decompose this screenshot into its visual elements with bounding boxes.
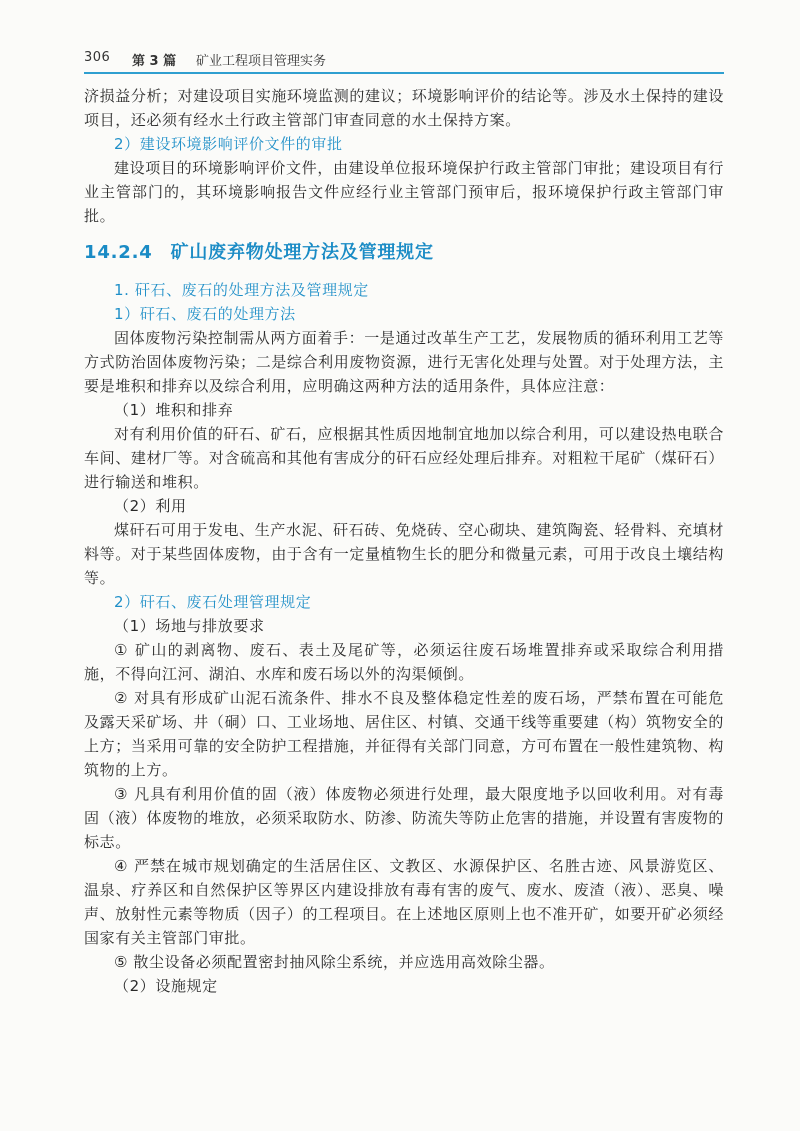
running-header xyxy=(84,46,724,70)
rule-4: ④ 严禁在城市规划确定的生活居住区、文教区、水源保护区、名胜古迹、风景游览区、温泉、疗养区和自然保护区等界区内建设排放有毒有害的废气、废水、废渣（液）、恶臭、噪声、放射性元素等物质（因子）的工程项目。在上述地区原则上也不准开矿，如要开矿必须经国家有关主管部门审批。 xyxy=(84,857,724,947)
section-title: 矿山废弃物处理方法及管理规定 xyxy=(170,242,434,263)
page-number: 306 xyxy=(84,50,111,65)
paragraph-continued: 济损益分析；对建设项目实施环境监测的建议；环境影响评价的结论等。涉及水土保持的建设项目，还必须有经水土行政主管部门审查同意的水土保持方案。 xyxy=(84,87,724,129)
rule-5: ⑤ 散尘设备必须配置密封抽风除尘系统，并应选用高效除尘器。 xyxy=(114,953,555,971)
item-facilities: （2）设施规定 xyxy=(114,977,218,995)
item-stacking: （1）堆积和排弃 xyxy=(114,401,234,419)
heading-level1: 1. 矸石、废石的处理方法及管理规定 xyxy=(114,281,369,299)
subheading-approval: 2）建设环境影响评价文件的审批 xyxy=(114,135,343,153)
paragraph-utilization: 煤矸石可用于发电、生产水泥、矸石砖、免烧砖、空心砌块、建筑陶瓷、轻骨料、充填材料等。对于某些固体废物，由于含有一定量植物生长的肥分和微量元素，可用于改良土壤结构等。 xyxy=(84,521,724,587)
rule-1: ① 矿山的剥离物、废石、表土及尾矿等，必须运往废石场堆置排弃或采取综合利用措施，不得向江河、湖泊、水库和废石场以外的沟渠倾倒。 xyxy=(84,641,724,683)
section-number: 14.2.4 xyxy=(84,242,153,263)
heading-methods: 1）矸石、废石的处理方法 xyxy=(114,305,296,323)
heading-regulations: 2）矸石、废石处理管理规定 xyxy=(114,593,312,611)
rule-2: ② 对具有形成矿山泥石流条件、排水不良及整体稳定性差的废石场，严禁布置在可能危及露天采矿场、井（硐）口、工业场地、居住区、村镇、交通干线等重要建（构）筑物安全的上方；当采用可靠的安全防护工程措施，并征得有关部门同意，方可布置在一般性建筑物、构筑物的上方。 xyxy=(84,689,724,779)
page-content xyxy=(84,84,724,998)
header-rule xyxy=(84,72,724,74)
item-site-requirements: （1）场地与排放要求 xyxy=(114,617,265,635)
paragraph-methods: 固体废物污染控制需从两方面着手：一是通过改革生产工艺，发展物质的循环利用工艺等方式防治固体废物污染；二是综合利用废物资源，进行无害化处理与处置。对于处理方法，主要是堆积和排弃以及综合利用，应明确这两种方法的适用条件，具体应注意： xyxy=(84,329,724,395)
section-heading xyxy=(84,240,724,266)
part-label: 第 3 篇 xyxy=(132,54,177,69)
item-utilization: （2）利用 xyxy=(114,497,187,515)
book-title: 矿业工程项目管理实务 xyxy=(196,54,327,69)
paragraph-stacking: 对有利用价值的矸石、矿石，应根据其性质因地制宜地加以综合利用，可以建设热电联合车间、建材厂等。对含硫高和其他有害成分的矸石应经处理后排弃。对粗粒干尾矿（煤矸石）进行输送和堆积。 xyxy=(84,425,724,491)
paragraph-approval: 建设项目的环境影响评价文件，由建设单位报环境保护行政主管部门审批；建设项目有行业主管部门的，其环境影响报告文件应经行业主管部门预审后，报环境保护行政主管部门审批。 xyxy=(84,159,724,225)
rule-3: ③ 凡具有利用价值的固（液）体废物必须进行处理，最大限度地予以回收利用。对有毒固（液）体废物的堆放，必须采取防水、防渗、防流失等防止危害的措施，并设置有害废物的标志。 xyxy=(84,785,724,851)
